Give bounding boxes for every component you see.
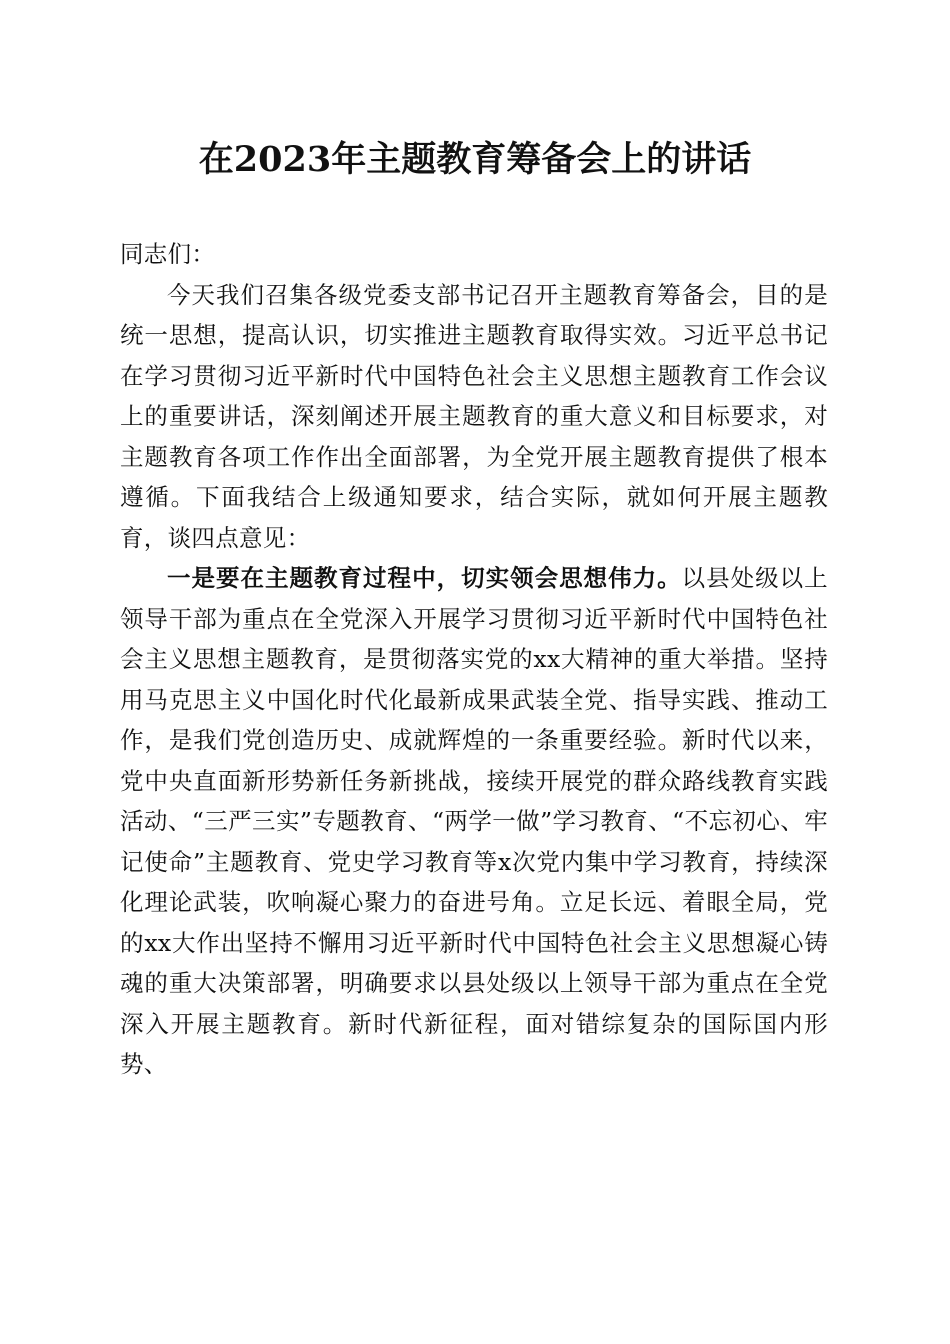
document-title: 在2023年主题教育筹备会上的讲话: [198, 139, 752, 180]
point-one-heading: 一是要在主题教育过程中，切实领会思想伟力。: [167, 564, 682, 592]
point-one-text: 以县处级以上领导干部为重点在全党深入开展学习贯彻习近平新时代中国特色社会主义思想主题教育，是贯彻落实党的xx大精神的重大举措。坚持用马克思主义中国化时代化最新成果武装全党、指导实践、推动工作，是我们党创造历史、成就辉煌的一条重要经验。新时代以来，党中央直面新形势新任务新挑战，接续开展党的群众路线教育实践活动、“三严三实”专题教育、“两学一做”学习教育、“不忘初心、牢记使命”主题教育、党史学习教育等x次党内集中学习教育，持续深化理论武装，吹响凝心聚力的奋进号角。立足长远、着眼全局，党的xx大作出坚持不懈用习近平新时代中国特色社会主义思想凝心铸魂的重大决策部署，明确要求以县处级以上领导干部为重点在全党深入开展主题教育。新时代新征程，面对错综复杂的国际国内形势、: [120, 564, 828, 1078]
paragraph-intro: 今天我们召集各级党委支部书记召开主题教育筹备会，目的是统一思想，提高认识，切实推进主题教育取得实效。习近平总书记在学习贯彻习近平新时代中国特色社会主义思想主题教育工作会议上的重要讲话，深刻阐述开展主题教育的重大意义和目标要求，对主题教育各项工作作出全面部署，为全党开展主题教育提供了根本遵循。下面我结合上级通知要求，结合实际，就如何开展主题教育，谈四点意见：: [120, 280, 828, 552]
paragraph-point-one: [120, 558, 828, 1085]
salutation: 同志们：: [120, 240, 216, 268]
document-body: [120, 234, 828, 1085]
